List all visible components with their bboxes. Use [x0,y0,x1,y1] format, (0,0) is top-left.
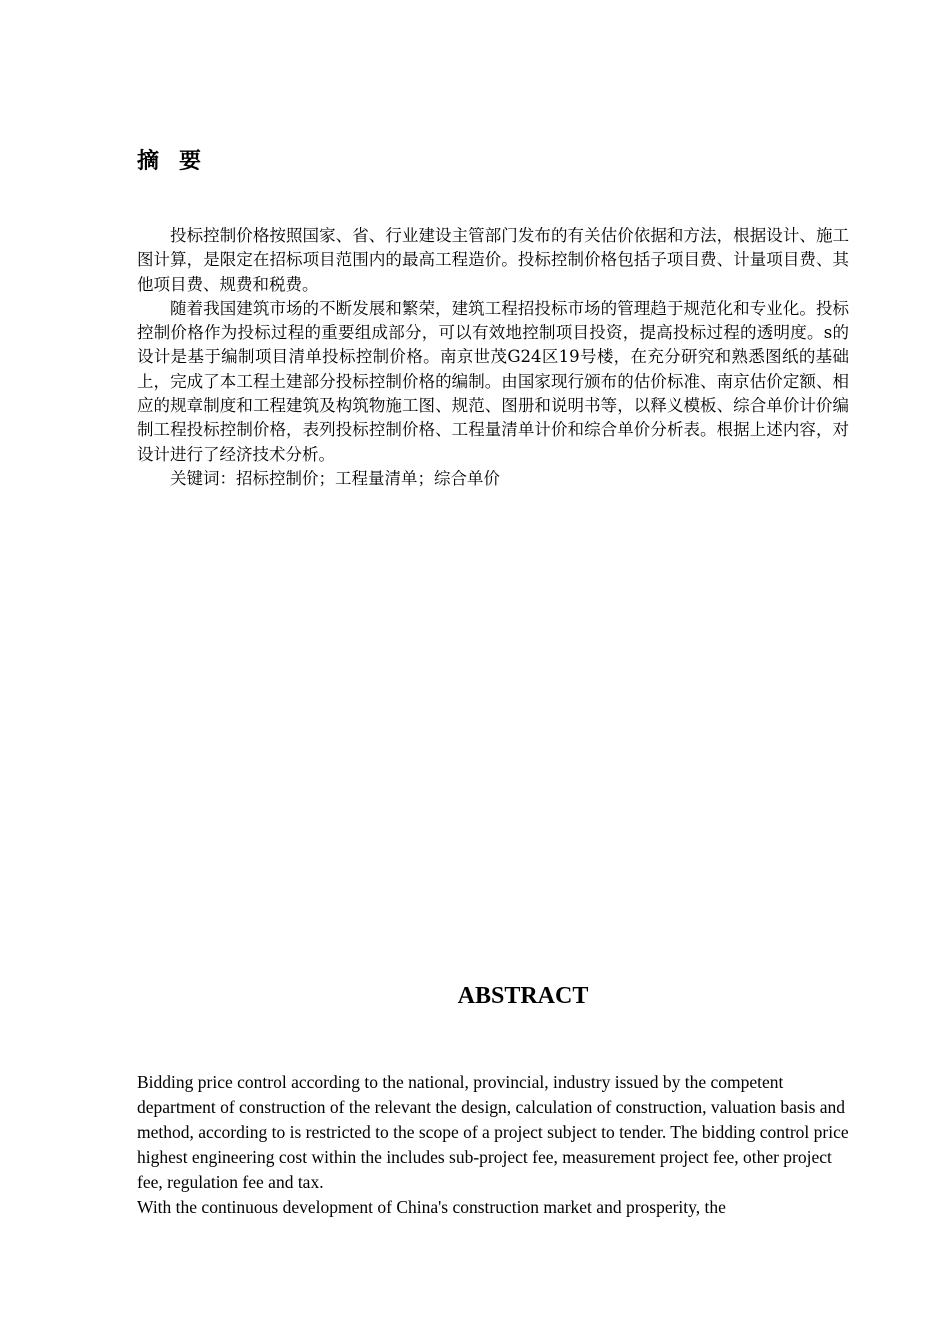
keywords-label: 关键词： [170,468,236,488]
chinese-abstract-heading: 摘要 [137,149,222,174]
chinese-abstract-paragraph-2: 随着我国建筑市场的不断发展和繁荣，建筑工程招投标市场的管理趋于规范化和专业化。投标控制价格作为投标过程的重要组成部分，可以有效地控制项目投资，提高投标过程的透明度。s的设计是基于编制项目清单投标控制价格。南京世茂G24区19号楼，在充分研究和熟悉图纸的基础上，完成了本工程土建部分投标控制价格的编制。由国家现行颁布的估价标准、南京估价定额、相应的规章制度和工程建筑及构筑物施工图、规范、图册和说明书等，以释义模板、综合单价计价编制工程投标控制价格，表列投标控制价格、工程量清单计价和综合单价分析表。根据上述内容，对设计进行了经济技术分析。 [137,298,849,464]
english-abstract-heading: ABSTRACT [457,983,589,1009]
chinese-abstract-paragraph-1: 投标控制价格按照国家、省、行业建设主管部门发布的有关估价依据和方法，根据设计、施工图计算，是限定在招标项目范围内的最高工程造价。投标控制价格包括子项目费、计量项目费、其他项目费、规费和税费。 [137,226,849,294]
english-abstract-paragraph-2: With the continuous development of China's construction market and prosperity, the [137,1197,726,1217]
keywords-text: 招标控制价；工程量清单；综合单价 [236,468,500,488]
english-abstract-body [137,1070,849,1220]
chinese-abstract-body [137,224,849,491]
english-abstract-paragraph-1: Bidding price control according to the national, provincial, industry issued by the competent department of construction of the relevant the design, calculation of construction, valuation basis and method, according to is restricted to the scope of a project subject to tender. The bidding control price highest engineering cost within the includes sub-project fee, measurement project fee, other project fee, regulation fee and tax. [137,1072,849,1192]
chinese-keywords [137,467,849,491]
